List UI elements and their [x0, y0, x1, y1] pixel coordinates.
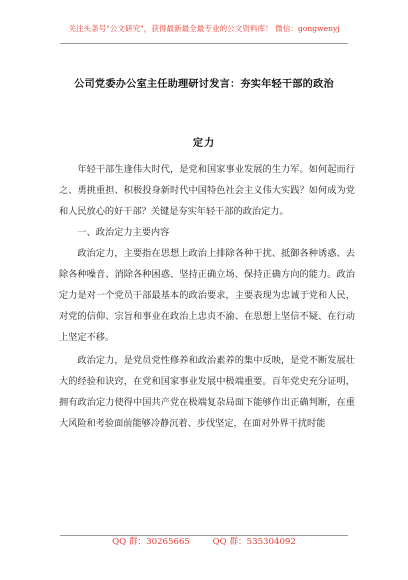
footer-divider	[60, 535, 348, 536]
footer-qq-group-left: QQ 群：30265665	[112, 537, 190, 547]
section-heading-1: 一、政治定力主要内容	[77, 227, 170, 238]
document-title-line-2: 定力	[192, 137, 216, 149]
paragraph-importance: 政治定力，是党员党性修养和政治素养的集中反映，是党不断发展壮大的经验和诀窍，在党和国家事业发展中极端重要。百年党史充分证明，拥有政治定力使得中国共产党在极端复杂局面下能够作出正确判断，在重大风险和考验面前能够冷静沉着、步伐坚定，在面对外界干扰时能	[59, 355, 355, 429]
paragraph-definition: 政治定力，主要指在思想上政治上排除各种干扰、抵御各种诱惑、去除各种噪音、消除各种困惑、坚持正确立场、保持正确方向的能力。政治定力是对一个党员干部最基本的政治要求，主要表现为忠诚于党和人民，对党的信仰、宗旨和事业在政治上忠贞不渝、在思想上坚信不疑、在行动上坚定不移。	[59, 248, 355, 343]
document-title-line-1: 公司党委办公室主任助理研讨发言：夯实年轻干部的政治	[74, 78, 334, 90]
footer-contacts	[0, 537, 408, 548]
document-body	[59, 159, 355, 434]
paragraph-intro: 年轻干部生逢伟大时代，是党和国家事业发展的生力军。如何起而行之、勇挑重担、积极投身新时代中国特色社会主义伟大实践？如何成为党和人民放心的好干部？关键是夯实年轻干部的政治定力。	[59, 164, 355, 217]
header-divider	[60, 43, 348, 44]
header-banner: 关注头条号"公文研究"，获得最新最全最专业的公文资料库！ 微信：gongwenyj	[68, 24, 340, 33]
footer-qq-group-right: QQ 群：535304092	[212, 537, 296, 547]
